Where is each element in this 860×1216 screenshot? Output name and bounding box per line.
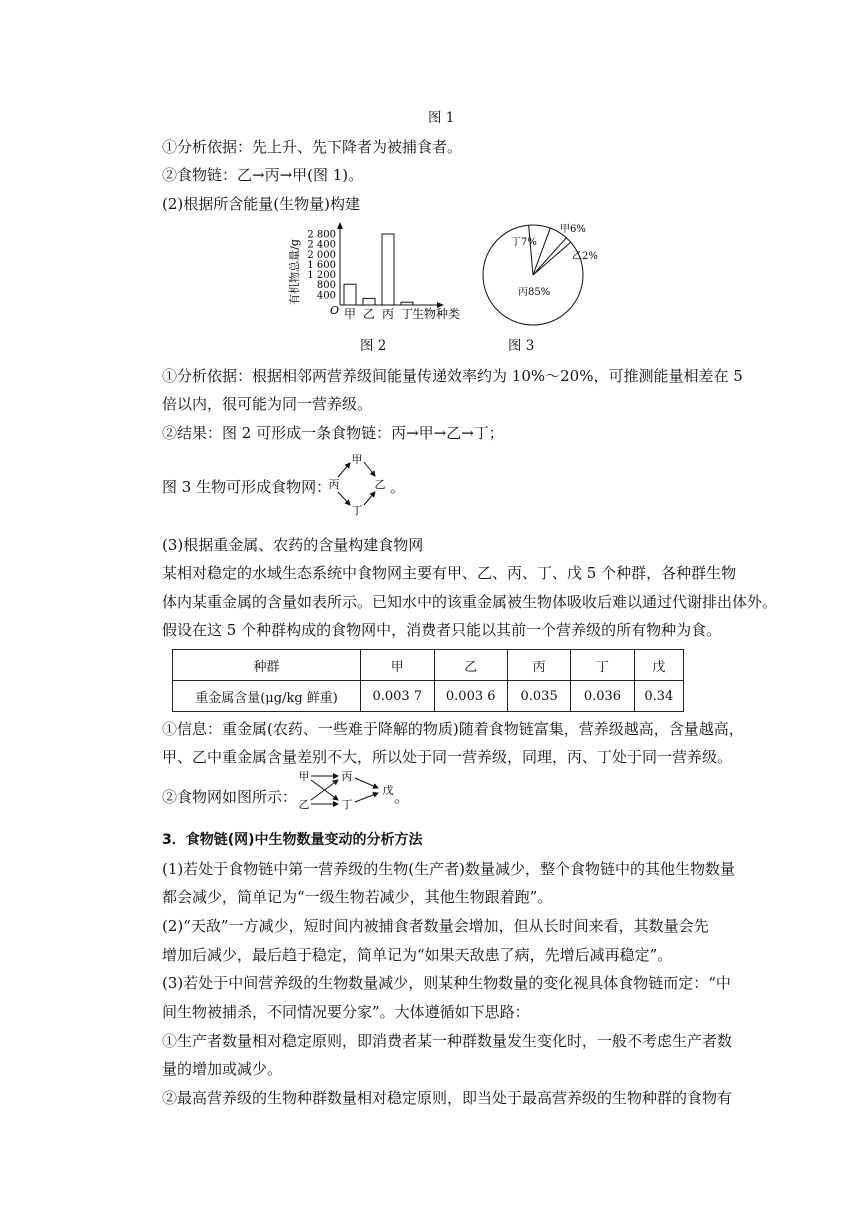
web1-arrow-left-bottom (338, 492, 350, 505)
sec2-basis-line1: ①分析依据：根据相邻两营养级间能量传递效率约为 10%～20%，可推测能量相差在 5 (162, 367, 743, 385)
web2-node-yi: 乙 (298, 798, 310, 811)
figure2-caption: 图 2 (360, 338, 387, 354)
fig2-ylabel: 有机物总量/g (288, 239, 301, 305)
sec3-info-line1: ①信息：重金属(农药、一些难于降解的物质)随着食物链富集，营养级越高，含量越高， (162, 720, 744, 738)
sec3-web-suffix: 。 (394, 788, 410, 806)
sec3-info-line2: 甲、乙中重金属含量差别不大，所以处于同一营养级，同理，丙、丁处于同一营养级。 (162, 748, 733, 766)
fig3-label-yi: 乙2% (572, 251, 598, 262)
fig2-y-arrow (337, 222, 343, 229)
sec2-result: ②结果：图 2 可形成一条食物链：丙→甲→乙→丁； (162, 424, 504, 442)
figure1-caption: 图 1 (428, 110, 455, 126)
sec3-web-prefix: ②食物网如图所示： (162, 788, 298, 806)
fig2-category-label: 丁 (400, 307, 414, 321)
sec3-para-line3: 假设在这 5 个种群构成的食物网中，消费者只能以其前一个营养级的所有物种为食。 (162, 621, 722, 639)
fig3-label-jia: 甲6% (560, 224, 586, 235)
table-header-cell: 种群 (173, 650, 361, 681)
fig2-ytick-label: 2 400 (307, 239, 336, 251)
sec2-heading: (2)根据所含能量(生物量)构建 (162, 195, 360, 213)
sec3-heading: (3)根据重金属、农药的含量构建食物网 (162, 536, 424, 554)
table-header-cell: 丙 (507, 650, 570, 681)
sec4-p1-line2: 都会减少，简单记为“一级生物若减少，其他生物跟着跑”。 (162, 888, 553, 906)
fig2-bar (401, 302, 413, 305)
web1-node-bottom: 丁 (351, 504, 363, 517)
sec4-p4-line1: ①生产者数量相对稳定原则，即消费者某一种群数量发生变化时，一般不考虑生产者数 (162, 1032, 733, 1050)
table-cell: 0.036 (571, 681, 634, 712)
table-header-cell: 丁 (571, 650, 634, 681)
fig2-ytick-label: 2 000 (307, 249, 336, 261)
web1-arrow-left-top (338, 463, 350, 477)
figure2-bar-chart (282, 222, 472, 326)
fig3-slice-border (533, 238, 566, 275)
fig2-category-label: 丙 (381, 307, 395, 321)
fig2-bar (382, 234, 394, 305)
sec1-basis: ①分析依据：先上升、先下降者为被捕食者。 (162, 138, 463, 156)
food-web-1-diagram (322, 452, 392, 518)
web2-node-jia: 甲 (298, 770, 310, 783)
sec2-web-prefix: 图 3 生物可形成食物网： (162, 478, 332, 496)
heavy-metal-table (172, 649, 684, 712)
sec4-heading: 3．食物链(网)中生物数量变动的分析方法 (162, 832, 423, 848)
fig3-label-bing: 丙85% (518, 287, 551, 298)
fig2-category-label: 甲 (343, 307, 357, 321)
web2-node-ding: 丁 (341, 798, 353, 811)
fig2-xlabel: 生物种类 (412, 307, 461, 321)
table-cell: 0.003 6 (434, 681, 507, 712)
sec3-para-line2: 体内某重金属的含量如表所示。已知水中的该重金属被生物体吸收后难以通过代谢排出体外。 (162, 593, 778, 611)
web1-node-right: 乙 (374, 478, 386, 491)
table-cell: 重金属含量(μg/kg 鲜重) (173, 681, 361, 712)
sec4-p4-line2: 量的增加或减少。 (162, 1060, 283, 1078)
fig2-ytick-label: 400 (316, 290, 336, 302)
web2-arrow-ding-wu (355, 793, 378, 802)
fig2-category-label: 乙 (362, 307, 376, 321)
figure3-pie-chart (470, 218, 610, 328)
sec4-p2-line1: (2)“天敌”一方减少，短时间内被捕食者数量会增加，但从长时间来看，其数量会先 (162, 917, 709, 935)
sec4-p5-line1: ②最高营养级的生物种群数量相对稳定原则，即当处于最高营养级的生物种群的食物有 (162, 1089, 733, 1107)
table-header-cell: 戊 (634, 650, 683, 681)
web1-node-left: 丙 (328, 478, 340, 491)
fig2-ytick-label: 800 (316, 280, 336, 292)
web2-node-wu: 戊 (382, 784, 394, 797)
table-cell: 0.035 (507, 681, 570, 712)
web1-arrow-bottom-right (364, 492, 375, 505)
fig2-ytick-label: 1 200 (307, 270, 336, 282)
web1-arrow-top-right (364, 462, 375, 476)
fig2-bar (363, 298, 375, 305)
sec4-p3-line2: 间生物被捕杀，不同情况要分家”。大体遵循如下思路： (162, 1003, 530, 1021)
sec2-basis-line2: 倍以内，很可能为同一营养级。 (162, 395, 373, 413)
table-row (173, 681, 684, 712)
sec1-chain: ②食物链：乙→丙→甲(图 1)。 (162, 166, 364, 184)
table-header-cell: 乙 (434, 650, 507, 681)
fig3-label-ding: 丁7% (511, 237, 537, 248)
table-header-cell: 甲 (361, 650, 434, 681)
fig2-ytick-label: 2 800 (307, 229, 336, 241)
fig2-bar (344, 284, 356, 305)
table-cell: 0.34 (634, 681, 683, 712)
sec4-p1-line1: (1)若处于食物链中第一营养级的生物(生产者)数量减少，整个食物链中的其他生物数量 (162, 860, 735, 878)
fig3-slice-border (529, 225, 533, 275)
sec4-p2-line2: 增加后减少，最后趋于稳定，简单记为“如果天敌患了病，先增后减再稳定”。 (162, 946, 673, 964)
web1-node-top: 甲 (351, 453, 363, 466)
table-header-row (173, 650, 684, 681)
table-cell: 0.003 7 (361, 681, 434, 712)
fig2-ytick-label: 1 600 (307, 259, 336, 271)
sec3-para-line1: 某相对稳定的水域生态系统中食物网主要有甲、乙、丙、丁、戊 5 个种群，各种群生物 (162, 564, 737, 582)
sec2-web-suffix: 。 (390, 478, 406, 496)
fig2-origin: O (330, 304, 340, 317)
food-web-2-diagram (296, 768, 396, 812)
web2-node-bing: 丙 (341, 770, 353, 783)
figure3-caption: 图 3 (508, 338, 535, 354)
sec4-p3-line1: (3)若处于中间营养级的生物数量减少，则某种生物数量的变化视具体食物链而定：“中 (162, 974, 731, 992)
web2-arrow-bing-wu (355, 778, 378, 788)
